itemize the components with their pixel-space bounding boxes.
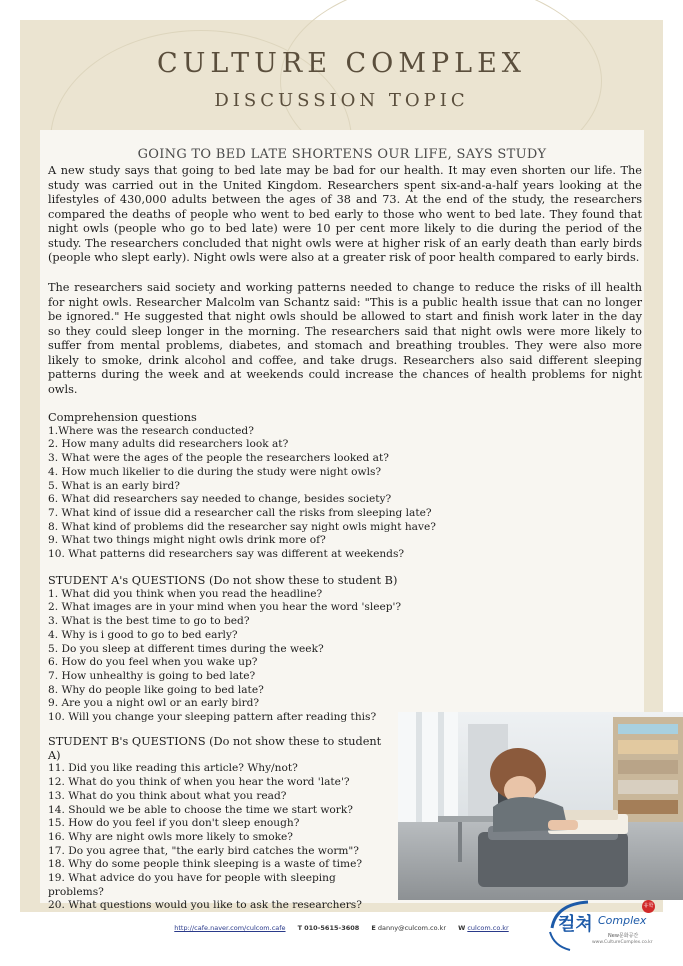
comprehension-section <box>48 411 608 562</box>
logo-tagline: New문화공간 <box>608 933 639 939</box>
question-item: 8. What kind of problems did the researcher say night owls might have? <box>48 520 436 533</box>
question-item: 18. Why do some people think sleeping is a waste of time? <box>48 858 363 871</box>
question-item: 13. What do you think about what you read? <box>48 789 287 802</box>
phone-label: T <box>297 924 303 932</box>
web-label: W <box>458 924 466 932</box>
email-address: danny@culcom.co.kr <box>377 924 446 932</box>
question-item: 12. What do you think of when you hear the word 'late'? <box>48 776 350 789</box>
question-item: 4. Why is i good to go to bed early? <box>48 628 238 641</box>
question-item: 8. Why do people like going to bed late? <box>48 683 264 696</box>
student-b-section <box>48 735 393 913</box>
website-link[interactable]: culcom.co.kr <box>467 924 509 932</box>
logo-korean: 컬쳐 <box>558 914 593 935</box>
question-item: 7. What kind of issue did a researcher call the risks from sleeping late? <box>48 506 432 519</box>
sleeping-woman-photo <box>398 712 683 900</box>
question-item: 9. Are you a night owl or an early bird? <box>48 697 260 710</box>
question-item: 1.Where was the research conducted? <box>48 424 254 437</box>
logo-url: www.CultureComplex.co.kr <box>592 940 653 945</box>
logo-english: Complex <box>598 914 647 927</box>
phone-number: 010-5615-3608 <box>304 924 360 932</box>
question-item: 4. How much likelier to die during the study were night owls? <box>48 465 382 478</box>
question-item: 7. How unhealthy is going to bed late? <box>48 669 256 682</box>
question-item: 5. Do you sleep at different times during the week? <box>48 642 324 655</box>
student-a-heading: STUDENT A's QUESTIONS (Do not show these to student B) <box>48 574 398 587</box>
article-paragraph-2: The researchers said society and working patterns needed to change to reduce the risks of ill health for night owls. Researcher Malcolm van Schantz said: "This is a public health issue that can no longer be ignored." He suggested that night owls should be allowed to start and finish work later in the day so they could sleep longer in the morning. The researchers said that night owls were more likely to suffer from mental problems, diabetes, and stomach and breathing troubles. They were also more likely to smoke, drink alcohol and coffee, and take drugs. Researchers also said different sleeping patterns during the week and at weekends could increase the chances of health problems for night owls. <box>48 281 642 396</box>
question-item: 16. Why are night owls more likely to smoke? <box>48 830 293 843</box>
email-label: E <box>371 924 376 932</box>
comprehension-list <box>48 425 608 562</box>
page-title: CULTURE COMPLEX <box>157 48 526 79</box>
question-item: 5. What is an early bird? <box>48 479 180 492</box>
question-item: 2. What images are in your mind when you hear the word 'sleep'? <box>48 601 402 614</box>
question-item: 10. What patterns did researchers say was different at weekends? <box>48 548 405 561</box>
culture-complex-logo <box>548 898 658 954</box>
cafe-link[interactable]: http://cafe.naver.com/culcom.cafe <box>174 924 286 932</box>
student-a-section <box>48 574 608 725</box>
article-paragraph-1: A new study says that going to bed late may be bad for our health. It may even shorten our life. The study was carried out in the United Kingdom. Researchers spent six-and-a-half years looking at the lifestyles of 430,000 adults between the ages of 38 and 73. At the end of the study, the researchers compared the deaths of people who went to bed early to those who went to bed late. They found that night owls (people who go to bed late) were 10 per cent more likely to die during the period of the study. The researchers concluded that night owls were at higher risk of an early death than early birds (people who slept early). Night owls were also at a greater risk of poor health compared to early birds. <box>48 164 642 264</box>
question-item: 20. What questions would you like to ask the researchers? <box>48 899 362 912</box>
question-item: 11. Did you like reading this article? Why/not? <box>48 762 298 775</box>
comprehension-heading: Comprehension questions <box>48 411 197 424</box>
question-item: 10. Will you change your sleeping pattern after reading this? <box>48 711 377 724</box>
question-item: 6. How do you feel when you wake up? <box>48 656 258 669</box>
question-item: 15. How do you feel if you don't sleep enough? <box>48 817 300 830</box>
question-item: 19. What advice do you have for people with sleeping problems? <box>48 872 336 898</box>
logo-badge: 유학 <box>642 900 655 913</box>
question-item: 3. What were the ages of the people the researchers looked at? <box>48 452 389 465</box>
office-scene-illustration <box>398 712 683 900</box>
page-subtitle: DISCUSSION TOPIC <box>214 90 469 111</box>
student-b-list <box>48 762 393 913</box>
question-item: 9. What two things might night owls drink more of? <box>48 534 326 547</box>
student-b-heading: STUDENT B's QUESTIONS (Do not show these to student A) <box>48 735 382 762</box>
question-item: 3. What is the best time to go to bed? <box>48 615 250 628</box>
question-item: 2. How many adults did researchers look at? <box>48 438 289 451</box>
question-item: 6. What did researchers say needed to change, besides society? <box>48 493 392 506</box>
article-headline: GOING TO BED LATE SHORTENS OUR LIFE, SAYS STUDY <box>137 147 547 162</box>
question-item: 14. Should we be able to choose the time we start work? <box>48 803 353 816</box>
question-item: 1. What did you think when you read the headline? <box>48 587 323 600</box>
student-a-list <box>48 588 608 725</box>
question-item: 17. Do you agree that, "the early bird catches the worm"? <box>48 844 359 857</box>
